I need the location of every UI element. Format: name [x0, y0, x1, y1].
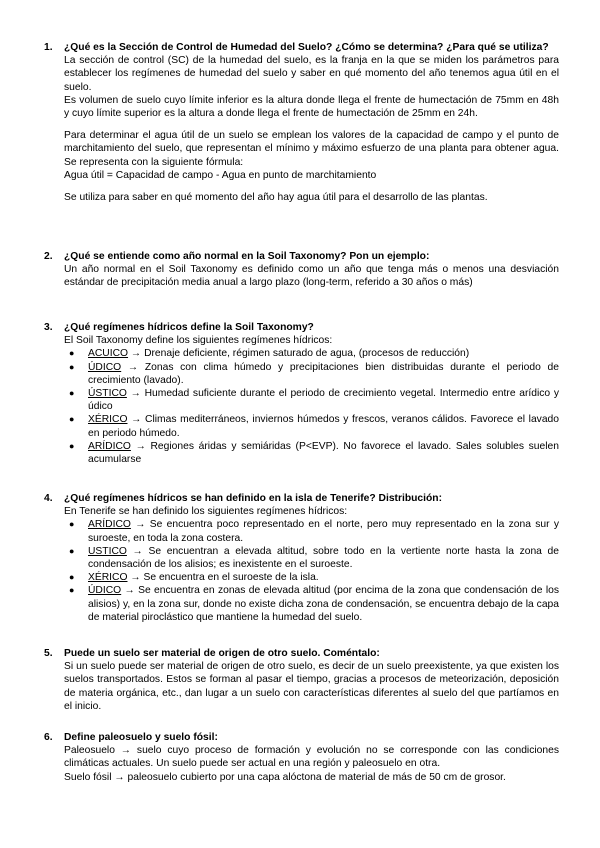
answer-paragraph: Un año normal en el Soil Taxonomy es definido como un año que tenga más o menos una desviación estándar de precipitación media anual a largo plazo (long-term, referido a 30 años o más) — [64, 264, 559, 289]
regime-description: → Zonas con clima húmedo y precipitaciones bien distribuidas durante el periodo de crecimiento (lavado). — [88, 361, 559, 386]
bullet-icon: ● — [69, 414, 75, 425]
bullet-icon: ● — [69, 545, 75, 556]
question-title-text: Define paleosuelo y suelo fósil: — [64, 732, 218, 743]
answer-paragraph: Si un suelo puede ser material de origen de otro suelo, es decir de un suelo preexistente, ya que existen los suelos transportados. Estos se forman al pasar el tiempo, gracias a procesos de meteorización, deposición de materia orgánica, etc., dan lugar a un suelo con características diferentes al suelo del que partíamos en el inicio. — [64, 661, 559, 712]
question-number: 4. — [44, 493, 53, 504]
question-title-text: ¿Qué regímenes hídricos define la Soil Taxonomy? — [64, 322, 314, 333]
question-title-text: ¿Qué se entiende como año normal en la Soil Taxonomy? Pon un ejemplo: — [64, 251, 430, 262]
regime-description: → Se encuentran a elevada altitud, sobre todo en la vertiente norte hasta la zona de condensación de los alisios; es inexistente en el suroeste. — [88, 545, 559, 571]
question-title — [44, 41, 559, 54]
question-6 — [44, 731, 559, 784]
bullet-icon: ● — [69, 519, 75, 530]
question-2 — [44, 250, 559, 290]
regime-description: → Se encuentra en el suroeste de la isla. — [127, 572, 319, 584]
regime-description: → Climas mediterráneos, inviernos húmedos y frescos, veranos cálidos. Favorece el lavado en periodo húmedo. — [88, 414, 559, 439]
answer-paragraph: Paleosuelo → suelo cuyo proceso de formación y evolución no se corresponde con las condiciones climáticas actuales. Un suelo puede ser actual en una región y paleosuelo en otra. — [64, 745, 559, 770]
list-item — [64, 413, 559, 439]
list-item — [64, 571, 559, 584]
regime-description: → Regiones áridas y semiáridas (P<EVP). No favorece el lavado. Sales solubles suelen acumularse — [88, 440, 559, 466]
answer-paragraph: La sección de control (SC) de la humedad del suelo, es la franja en la que se miden los parámetros para establecer los regímenes de humedad del suelo y saber en qué momento del año tenemos agua útil en el suelo. — [64, 55, 559, 93]
question-3 — [44, 321, 559, 466]
regime-list — [44, 347, 559, 466]
question-4 — [44, 492, 559, 624]
list-item — [64, 361, 559, 387]
regime-term: XÉRICO — [88, 572, 128, 584]
question-title — [44, 731, 559, 744]
question-title — [44, 321, 559, 334]
list-item — [64, 518, 559, 544]
bullet-icon: ● — [69, 361, 75, 372]
answer-paragraph: Suelo fósil → paleosuelo cubierto por una capa alóctona de material de más de 50 cm de grosor. — [64, 771, 506, 783]
bullet-icon: ● — [69, 440, 75, 451]
question-title-text: ¿Qué es la Sección de Control de Humedad del Suelo? ¿Cómo se determina? ¿Para qué se utiliza? — [64, 42, 549, 53]
answer-paragraph: Para determinar el agua útil de un suelo se emplean los valores de la capacidad de campo y el punto de marchitamiento del suelo, que representan el mínimo y máximo esfuerzo de una planta para obtener agua. Se representa con la siguiente fórmula: — [64, 130, 559, 168]
answer-intro: El Soil Taxonomy define los siguientes regímenes hídricos: — [64, 335, 333, 347]
regime-term: ARÍDICO — [88, 440, 131, 452]
question-title — [44, 492, 559, 505]
question-number: 1. — [44, 42, 53, 53]
question-title — [44, 647, 559, 660]
question-title — [44, 250, 559, 263]
regime-term: XÉRICO — [88, 414, 128, 426]
regime-term: USTICO — [88, 545, 127, 557]
question-title-text: ¿Qué regímenes hídricos se han definido en la isla de Tenerife? Distribución: — [64, 493, 443, 504]
regime-term: ÚDICO — [88, 361, 122, 373]
list-item — [64, 584, 559, 624]
answer-paragraph: Se utiliza para saber en qué momento del año hay agua útil para el desarrollo de las plantas. — [64, 192, 488, 204]
question-number: 3. — [44, 322, 53, 333]
answer-intro: En Tenerife se han definido los siguientes regímenes hídricos: — [64, 506, 348, 518]
question-1 — [44, 41, 559, 204]
bullet-icon: ● — [69, 585, 75, 596]
question-number: 6. — [44, 732, 53, 743]
list-item — [64, 387, 559, 413]
list-item — [64, 545, 559, 571]
question-title-text: Puede un suelo ser material de origen de otro suelo. Coméntalo: — [64, 648, 380, 659]
list-item — [64, 347, 559, 360]
regime-description: → Se encuentra poco representado en el norte, pero muy representado en la zona sur y suroeste, en toda la zona costera. — [88, 519, 559, 544]
list-item — [64, 440, 559, 466]
regime-term: ACUICO — [88, 348, 129, 360]
regime-term: ÚDICO — [88, 585, 122, 597]
bullet-icon: ● — [69, 572, 75, 583]
regime-term: ÚSTICO — [88, 388, 127, 400]
bullet-icon: ● — [69, 388, 75, 399]
question-number: 2. — [44, 251, 53, 262]
answer-paragraph: Es volumen de suelo cuyo límite inferior es la altura donde llega el frente de humectación de 75mm en 48h y cuyo límite superior es la altura a donde llega el frente de humectación de 25mm en 24h. — [64, 94, 559, 120]
regime-description: → Humedad suficiente durante el periodo de crecimiento vegetal. Intermedio entre arídico y údico — [88, 388, 559, 413]
question-5 — [44, 647, 559, 713]
regime-list — [44, 518, 559, 624]
bullet-icon: ● — [69, 348, 75, 359]
regime-term: ARÍDICO — [88, 519, 131, 531]
regime-description: → Se encuentra en zonas de elevada altitud (por encima de la zona que condensación de los alisios) y, en la zona sur, donde no existe dicha zona de condensación, se encuentra debajo de la capa de material piroclástico que mantiene la humedad del suelo. — [88, 585, 559, 623]
regime-description: → Drenaje deficiente, régimen saturado de agua, (procesos de reducción) — [128, 348, 470, 360]
formula: Agua útil = Capacidad de campo - Agua en punto de marchitamiento — [64, 169, 377, 181]
question-number: 5. — [44, 648, 53, 659]
